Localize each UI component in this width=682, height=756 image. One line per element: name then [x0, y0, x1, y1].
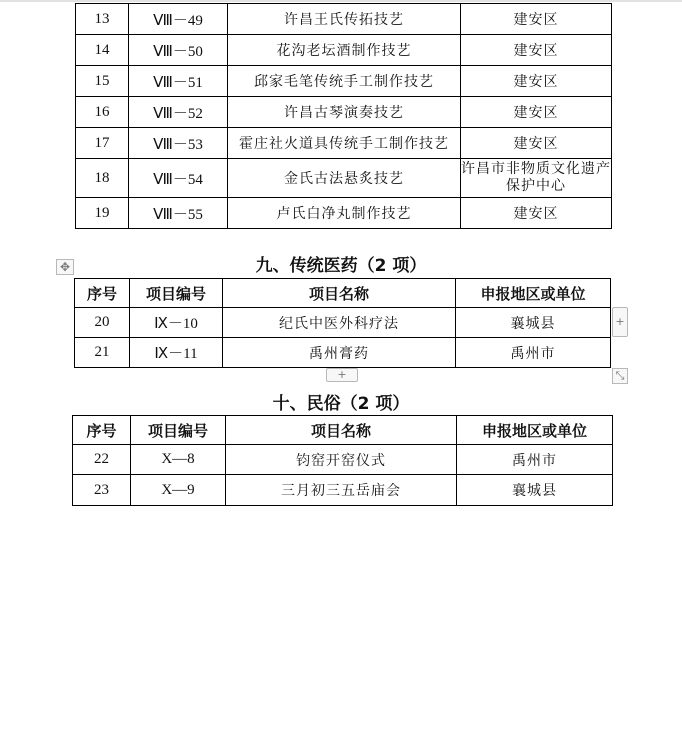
- cell-name: 许昌王氏传拓技艺: [228, 4, 461, 35]
- cell-code: Ⅷ－50: [129, 35, 228, 66]
- cell-region: 襄城县: [457, 475, 613, 506]
- cell-code: X—9: [131, 475, 226, 506]
- cell-code: X—8: [131, 445, 226, 475]
- add-column-button[interactable]: +: [612, 307, 628, 337]
- table-row: [76, 4, 612, 35]
- table-header-row: [75, 279, 611, 308]
- table-row: [76, 66, 612, 97]
- table-resize-handle[interactable]: ⤡: [612, 368, 628, 384]
- cell-no: 14: [76, 35, 129, 66]
- table-row: [76, 159, 612, 198]
- cell-code: Ⅸ－11: [130, 338, 223, 368]
- header-no: 序号: [75, 279, 130, 308]
- cell-no: 17: [76, 128, 129, 159]
- header-region: 申报地区或单位: [457, 416, 613, 445]
- cell-no: 15: [76, 66, 129, 97]
- section-title-traditional-medicine: 九、传统医药（2 项）: [255, 256, 427, 276]
- header-name: 项目名称: [223, 279, 456, 308]
- section-title-folk-customs: 十、民俗（2 项）: [272, 394, 410, 414]
- cell-name: 三月初三五岳庙会: [226, 475, 457, 506]
- header-no: 序号: [73, 416, 131, 445]
- cell-region: 建安区: [461, 128, 612, 159]
- table-row: [76, 35, 612, 66]
- cell-code: Ⅷ－55: [129, 198, 228, 229]
- cell-name: 霍庄社火道具传统手工制作技艺: [228, 128, 461, 159]
- cell-no: 23: [73, 475, 131, 506]
- cell-no: 19: [76, 198, 129, 229]
- header-code: 项目编号: [131, 416, 226, 445]
- cell-code: Ⅷ－51: [129, 66, 228, 97]
- cell-region: 建安区: [461, 97, 612, 128]
- header-name: 项目名称: [226, 416, 457, 445]
- table-row: [75, 308, 611, 338]
- cell-name: 卢氏白净丸制作技艺: [228, 198, 461, 229]
- cell-name: 钧窑开窑仪式: [226, 445, 457, 475]
- cell-code: Ⅷ－54: [129, 159, 228, 198]
- table-row: [73, 475, 613, 506]
- cell-no: 21: [75, 338, 130, 368]
- table-traditional-crafts: [75, 3, 612, 229]
- table-row: [73, 445, 613, 475]
- cell-name: 邱家毛笔传统手工制作技艺: [228, 66, 461, 97]
- cell-region: 禹州市: [457, 445, 613, 475]
- cell-no: 22: [73, 445, 131, 475]
- cell-name: 金氏古法悬炙技艺: [228, 159, 461, 198]
- cell-name: 花沟老坛酒制作技艺: [228, 35, 461, 66]
- cell-name: 许昌古琴演奏技艺: [228, 97, 461, 128]
- cell-region: 禹州市: [456, 338, 611, 368]
- cell-no: 16: [76, 97, 129, 128]
- cell-code: Ⅷ－52: [129, 97, 228, 128]
- table-row: [76, 97, 612, 128]
- cell-no: 13: [76, 4, 129, 35]
- cell-no: 18: [76, 159, 129, 198]
- table-row: [75, 338, 611, 368]
- cell-code: Ⅷ－53: [129, 128, 228, 159]
- cell-name: 禹州膏药: [223, 338, 456, 368]
- cell-region: 建安区: [461, 66, 612, 97]
- cell-region: 建安区: [461, 4, 612, 35]
- add-row-button[interactable]: +: [326, 368, 358, 382]
- cell-region: 许昌市非物质文化遗产保护中心: [461, 159, 612, 198]
- page-top-border: [0, 0, 682, 2]
- table-header-row: [73, 416, 613, 445]
- header-code: 项目编号: [130, 279, 223, 308]
- header-region: 申报地区或单位: [456, 279, 611, 308]
- table-row: [76, 128, 612, 159]
- cell-code: Ⅸ－10: [130, 308, 223, 338]
- cell-name: 纪氏中医外科疗法: [223, 308, 456, 338]
- table-folk-customs: [72, 415, 613, 506]
- cell-no: 20: [75, 308, 130, 338]
- table-move-handle[interactable]: ✥: [56, 259, 74, 275]
- cell-region: 建安区: [461, 198, 612, 229]
- cell-region: 襄城县: [456, 308, 611, 338]
- cell-region: 建安区: [461, 35, 612, 66]
- cell-code: Ⅷ－49: [129, 4, 228, 35]
- table-row: [76, 198, 612, 229]
- table-traditional-medicine: [74, 278, 611, 368]
